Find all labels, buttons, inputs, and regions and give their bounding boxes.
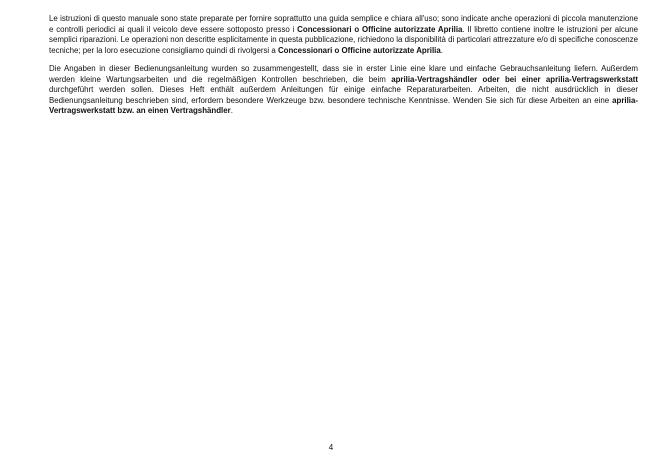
- page-number: 4: [328, 443, 334, 452]
- paragraph-italian: [49, 14, 638, 56]
- text-segment: Die Angaben in dieser Bedienungsanleitung wurden so zusammengestellt, dass sie in erster Linie eine klare und einfache Gebrauchsanleitung liefern. Außerdem werden kleine Wartungsarbeiten und die regelmäßigen Kontrollen beschrieben, die beim: [49, 64, 638, 84]
- bold-text-segment: Concessionari o Officine autorizzate Aprilia: [297, 24, 463, 34]
- bold-text-segment: aprilia-Vertragshändler oder bei einer aprilia-Vertragswerkstatt: [391, 74, 638, 84]
- text-segment: .: [230, 106, 233, 115]
- text-segment: Le istruzioni di questo manuale sono state preparate per fornire soprattutto una guida semplice e chiara all'uso; sono indicate anche operazioni di piccola manutenzione e controlli periodici ai quali il veicolo deve essere sottoposto presso i: [49, 14, 638, 34]
- paragraph-german: [49, 64, 638, 117]
- text-segment: durchgeführt werden sollen. Dieses Heft enthält außerdem Anleitungen für einige einfache Reparaturarbeiten. Arbeiten, die nicht ausdrücklich in dieser Bedienungsanleitung beschrieben sind, erfordern besondere Werkzeuge bzw. besondere technische Kenntnisse. Wenden Sie sich für diese Arbeiten an eine: [49, 85, 638, 105]
- bold-text-segment: Concessionari o Officine autorizzate Aprilia: [277, 45, 441, 55]
- bold-text-segment: aprilia-Vertragswerkstatt bzw. an einen Vertragshändler: [49, 95, 638, 115]
- text-segment: .: [440, 45, 443, 55]
- document-body: [49, 14, 638, 117]
- text-segment: . Il libretto contiene inoltre le istruzioni per alcune semplici riparazioni. Le operazioni non descritte esplicitamente in questa pubblicazione, richiedono la disponibilità di particolari attrezzature e/o di specifiche conoscenze tecniche; per la loro esecuzione consigliamo quindi di rivolgersi a: [49, 24, 638, 55]
